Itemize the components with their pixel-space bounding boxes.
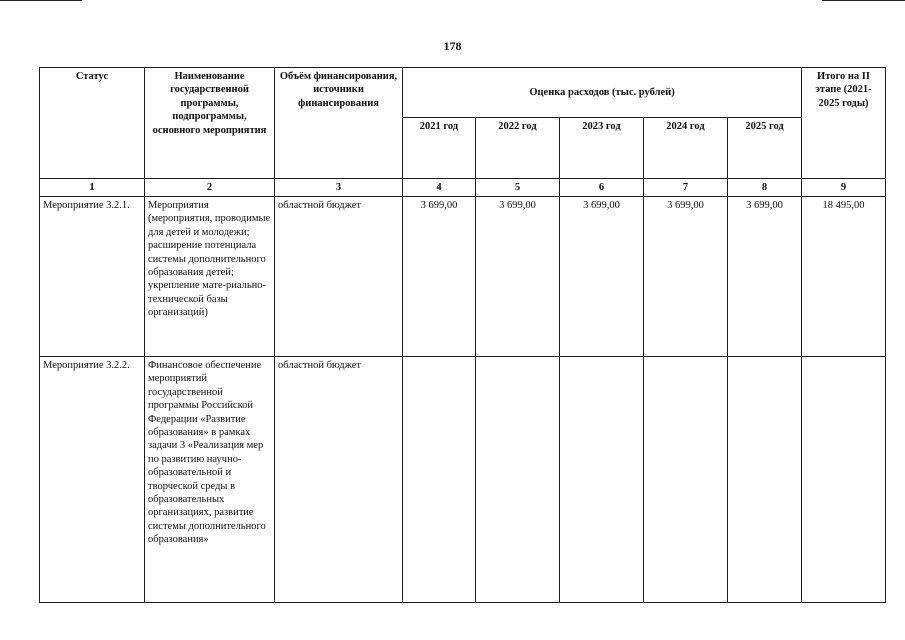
header-year-2024: 2024 год <box>644 118 728 179</box>
header-funding-source: Объём финансирования, источники финансирования <box>275 68 403 179</box>
row-stage-total <box>802 357 886 603</box>
header-stage-total: Итого на II этапе (2021-2025 годы) <box>802 68 886 179</box>
row-value-2022 <box>476 357 560 603</box>
row-value-2024: 3 699,00 <box>644 197 728 357</box>
row-status: Мероприятие 3.2.1. <box>40 197 145 357</box>
column-number: 6 <box>560 179 644 197</box>
column-number: 2 <box>145 179 275 197</box>
header-program-name: Наименование государственной программы, подпрограммы, основного мероприятия <box>145 68 275 179</box>
column-number: 5 <box>476 179 560 197</box>
row-program-name: Мероприятия (мероприятия, проводимые для детей и молодежи; расширение потенциала системы дополнительного образования детей; укрепление мате-риально-технической базы организаций) <box>145 197 275 357</box>
header-year-2021: 2021 год <box>403 118 476 179</box>
column-number: 3 <box>275 179 403 197</box>
row-value-2024 <box>644 357 728 603</box>
row-value-2021 <box>403 357 476 603</box>
row-program-name: Финансовое обеспечение мероприятий государственной программы Российской Федерации «Развитие образования» в рамках задачи 3 «Реализация мер по развитию научно-образовательной и творческой среды в образовательных организациях, развитие системы дополнительного образования» <box>145 357 275 603</box>
column-number: 4 <box>403 179 476 197</box>
column-number-row <box>40 179 886 197</box>
header-year-2023: 2023 год <box>560 118 644 179</box>
table-row <box>40 357 886 603</box>
row-value-2023 <box>560 357 644 603</box>
column-number: 8 <box>728 179 802 197</box>
budget-table <box>39 67 886 603</box>
header-year-2025: 2025 год <box>728 118 802 179</box>
row-stage-total: 18 495,00 <box>802 197 886 357</box>
row-funding-source: областной бюджет <box>275 357 403 603</box>
header-expense-estimate: Оценка расходов (тыс. рублей) <box>403 68 802 118</box>
header-year-2022: 2022 год <box>476 118 560 179</box>
header-row-top <box>40 68 886 118</box>
row-value-2023: 3 699,00 <box>560 197 644 357</box>
row-value-2022: 3 699,00 <box>476 197 560 357</box>
top-left-edge-mark <box>0 0 82 1</box>
row-status: Мероприятие 3.2.2. <box>40 357 145 603</box>
page-number: 178 <box>443 39 462 53</box>
column-number: 7 <box>644 179 728 197</box>
row-funding-source: областной бюджет <box>275 197 403 357</box>
header-status: Статус <box>40 68 145 179</box>
column-number: 1 <box>40 179 145 197</box>
top-right-edge-mark <box>822 0 905 1</box>
row-value-2025: 3 699,00 <box>728 197 802 357</box>
column-number: 9 <box>802 179 886 197</box>
row-value-2025 <box>728 357 802 603</box>
row-value-2021: 3 699,00 <box>403 197 476 357</box>
table-row <box>40 197 886 357</box>
